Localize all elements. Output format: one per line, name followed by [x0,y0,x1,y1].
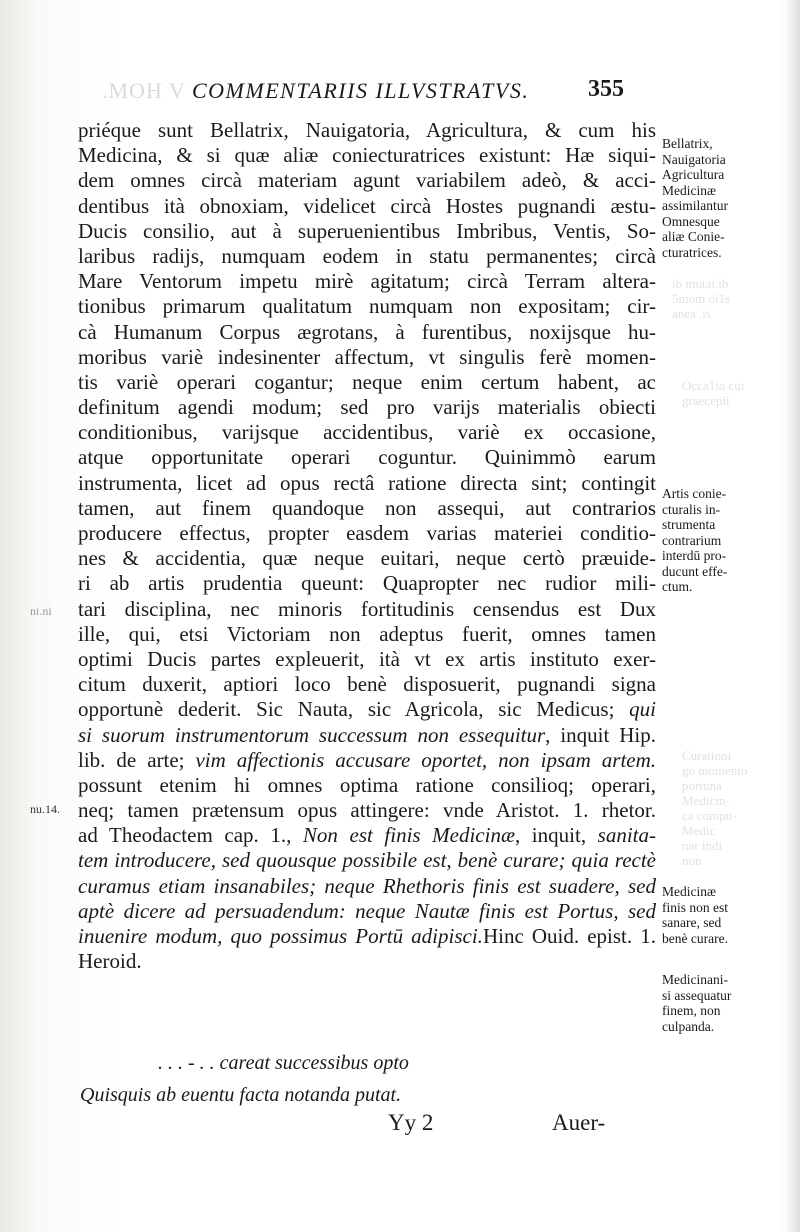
italic-segment: qui [629,697,656,722]
margin-note-line: ducunt effe- [662,563,728,579]
margin-note [662,136,772,260]
page-number: 355 [588,76,624,102]
text-line: Ducis consilio, aut à superuenientibus Imbribus, Ventis, So- [78,218,656,243]
text-line: instrumenta, licet ad opus rectâ ratione directa sint; contingit [78,470,656,495]
bleed-line: nar indi [682,838,723,853]
text-line [78,723,656,748]
text-line: optimi Ducis partes expleuerit, ità vt ex artis instituto exer- [78,646,656,671]
margin-note-line: cturatrices. [662,244,722,260]
text-segment: opportunè dederit. Sic Nauta, sic Agricola, sic Medicus; [78,697,615,722]
text-line: cà Humanum Corpus ægrotans, à furentibus, noxijsque hu- [78,319,656,344]
margin-note-line: finis non est [662,899,728,915]
text-line: possunt etenim hi omnes optima ratione consilioq; operari, [78,772,656,797]
text-line: Medicina, & si quæ aliæ coniecturatrices existunt: Hæ siqui- [78,143,656,168]
text-line: tamen, aut finem quandoque non assequi, aut contrarios [78,495,656,520]
margin-note-line: culpanda. [662,1018,715,1034]
text-segment: ad Theodactem cap. 1., [78,823,303,848]
text-line: tionibus primarum qualitatum numquam non expositam; cir- [78,294,656,319]
text-line: dem omnes circà materiam agunt variabilem adeò, & acci- [78,168,656,193]
margin-note-line: Agricultura [662,167,725,182]
text-line: atque opportunitate operari coguntur. Quinimmò earum [78,445,656,470]
bleed-through-text [682,748,747,868]
main-text-block [78,118,656,974]
left-margin-mark: ni.ni [30,604,52,618]
left-margin-mark: nu.14. [30,802,60,816]
margin-note-line: Medicinani- [662,972,728,987]
text-line: laribus radijs, numquam eodem in statu permanentes; circà [78,243,656,268]
signature-mark: Yy 2 [388,1110,434,1135]
catchword: Auer- [552,1110,606,1135]
margin-note-line: strumenta [662,517,716,532]
margin-note-line: sanare, sed [662,915,722,930]
text-line: ri ab artis prudentia queunt: Quapropter nec rudior mili- [78,571,656,596]
text-line: Heroid. [78,949,142,974]
bleed-line: Medicin- [682,793,730,808]
italic-segment: Non est finis Medicinæ [302,823,515,848]
text-segment: lib. de arte; [78,747,196,772]
margin-note-line: finem, non [662,1003,721,1018]
margin-note-line: contrarium [662,532,722,548]
bleed-line: go momento [682,763,748,778]
running-title: COMMENTARIIS ILLVSTRATVS. [192,78,530,103]
text-line: conditionibus, varijsque accidentibus, variè ex occasione, [78,420,656,445]
bleed-line: Curationi [682,748,732,763]
margin-note-line: assimilantur [662,198,728,213]
bleed-line: ca compu- [682,808,737,823]
text-line: ille, qui, etsi Victoriam non adeptus fuerit, omnes tamen [78,621,656,646]
bleed-line: anea .is [672,306,711,321]
text-line [78,697,656,722]
text-line: priéque sunt Bellatrix, Nauigatoria, Agricultura, & cum his [78,118,656,142]
text-line: Mare Ventorum impetu mirè agitatum; circà Terram altera- [78,269,656,294]
bleed-through-text [672,276,730,321]
text-line: neq; tamen prætensum opus attingere: vnde Aristot. 1. rhetor. [78,798,656,823]
margin-note-line: Medicinæ [662,182,716,198]
margin-note [662,972,772,1034]
margin-note-line: aliæ Conie- [662,229,725,244]
text-line: moribus variè indesinenter affectum, vt singulis ferè momen- [78,344,656,369]
bleed-line: 5mom oi1s [672,291,731,306]
text-line: definitum agendi modum; sed pro varijs materialis obiecti [78,395,656,420]
page-edge-shadow [786,0,800,1232]
margin-note-line: cturalis in- [662,501,721,517]
verse-line: . . . - . . careat successibus opto [158,1052,409,1074]
margin-note-line: Omnesque [662,213,720,229]
margin-note [662,486,772,595]
verse-line: Quisquis ab euentu facta notanda putat. [80,1084,402,1106]
text-line [78,924,656,949]
margin-note-line: Medicinæ [662,884,716,899]
margin-note-line: Artis conie- [662,486,727,501]
bleed-through-text [682,378,744,408]
margin-note-line: Nauigatoria [662,151,726,167]
text-line [78,748,656,773]
text-segment: , inquit Hip. [545,722,656,747]
bleed-line: ib mutai.ib [672,276,729,291]
margin-note [662,884,772,946]
margin-note-line: si assequatur [662,987,732,1003]
italic-segment: inuenire modum, quo possimus Portū adipisci. [78,924,483,948]
bleed-line: graecepii [682,393,730,408]
header-bleed-through: .MOH V [102,78,186,103]
text-line: aptè dicere ad persuadendum: neque Nautæ finis est Portus, sed [78,898,656,923]
italic-segment: sanita- [597,823,656,848]
bleed-line: non [682,853,702,868]
italic-segment: , non ipsam artem. [481,747,657,772]
bleed-line: Medic [682,823,716,838]
text-line [78,823,656,848]
text-line: citum duxerit, aptiori loco benè disposuerit, pugnandi signa [78,672,656,697]
text-line: tari disciplina, nec minoris fortitudinis censendus est Dux [78,596,656,621]
text-line: tem introducere, sed quousque possibile est, benè curare; quia rectè [78,848,656,873]
text-line: dentibus ità obnoxiam, videlicet circà Hostes pugnandi æstu- [78,193,656,218]
margin-note-line: benè curare. [662,930,728,946]
bleed-line: portuna [682,778,722,793]
bleed-line: Occa1io cui [682,378,745,393]
margin-note-line: ctum. [662,579,693,594]
text-line: producere effectus, propter easdem varias materiei conditio- [78,521,656,545]
italic-segment: si suorum instrumentorum successum non essequitur [78,722,546,747]
margin-note-line: interdū pro- [662,548,727,563]
italic-segment: vim affectionis accusare oportet [195,747,482,772]
text-line: nes & accidentia, quæ neque euitari, neque certò præuide- [78,546,656,571]
text-line: tis variè operari cogantur; neque enim certum habent, ac [78,369,656,394]
text-segment: , inquit, [514,823,598,848]
margin-note-line: Bellatrix, [662,136,713,151]
text-segment: Hinc Ouid. epist. 1. [482,924,656,948]
text-line: curamus etiam insanabiles; neque Rhethoris finis est suadere, sed [78,873,656,898]
